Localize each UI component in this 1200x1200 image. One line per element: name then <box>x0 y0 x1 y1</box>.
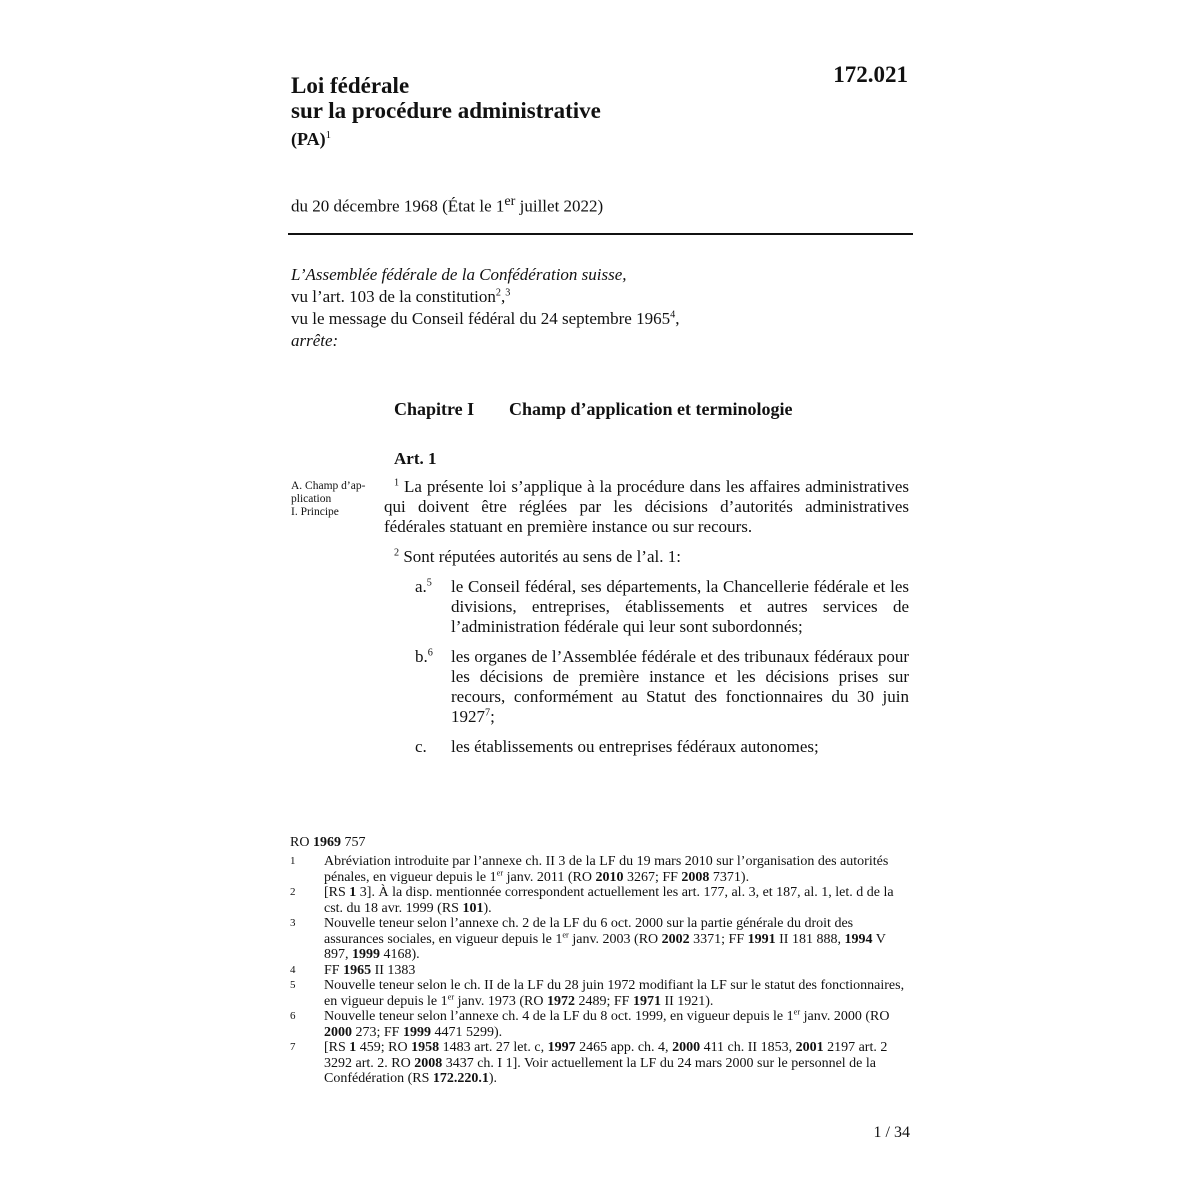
paragraph-number-1: 1 <box>394 477 400 489</box>
item-b-text: les organes de l’Assemblée fédérale et des tribunaux fédéraux pour les décisions de première instance et les décisions prises sur recours, conformément au Statut des fonctionnaires du 30 juin 1927 <box>451 647 909 726</box>
footnote-number: 1 <box>290 855 296 867</box>
footnote-text: Nouvelle teneur selon l’annexe ch. 2 de la LF du 6 oct. 2000 sur la partie générale du droit des assurances sociales, en vigueur depuis le 1er janv. 2003 (RO 2002 3371; FF 1991 II 181 888, 1994 V 897, 1999 4168). <box>324 916 886 962</box>
footnote <box>290 1040 910 1087</box>
item-letter-b: b. <box>415 647 428 666</box>
paragraph-2 <box>384 547 909 567</box>
document-number: 172.021 <box>833 62 908 87</box>
footnote-text: Nouvelle teneur selon le ch. II de la LF du 28 juin 1972 modifiant la LF sur le statut des fonctionnaires, en vigueur depuis le 1er janv. 1973 (RO 1972 2489; FF 1971 II 1921). <box>324 978 905 1009</box>
footnote-ro-reference <box>290 835 365 851</box>
item-letter-a: a. <box>415 577 427 596</box>
footnote-text: [RS 1 459; RO 1958 1483 art. 27 let. c, 1997 2465 app. ch. 4, 2000 411 ch. II 1853, 2001 2197 art. 2 3292 art. 2. RO 2008 3437 ch. I 1]. Voir actuellement la LF du 24 mars 2000 sur le personnel de la Confédération (RS 172.220.1). <box>324 1040 888 1086</box>
header-divider <box>288 233 913 235</box>
enactment-date <box>291 193 603 217</box>
date-text: du 20 décembre 1968 (État le 1 <box>291 196 505 216</box>
list-item <box>384 577 909 637</box>
item-b-end: ; <box>490 707 495 726</box>
footnote <box>290 1009 910 1040</box>
list-item <box>384 647 909 727</box>
paragraph-number-2: 2 <box>394 547 400 559</box>
page-number: 1 / 34 <box>873 1124 910 1141</box>
preamble-message-text: vu le message du Conseil fédéral du 24 septembre 1965 <box>291 309 671 328</box>
list-item <box>384 737 909 757</box>
footnote <box>290 963 910 979</box>
footnote-ref-2[interactable]: 2 <box>495 287 501 299</box>
footnote-ref-5[interactable]: 5 <box>426 577 432 589</box>
list-item-text: les établissements ou entreprises fédéraux autonomes; <box>451 737 819 756</box>
margin-line-3: I. Principe <box>291 506 339 518</box>
footnotes <box>290 854 910 1087</box>
footnote-ref-4[interactable]: 4 <box>670 309 676 321</box>
title-line-1: Loi fédérale <box>291 73 410 98</box>
footnote-text: Nouvelle teneur selon l’annexe ch. 4 de la LF du 8 oct. 1999, en vigueur depuis le 1er janv. 2000 (RO 2000 273; FF 1999 4471 5299). <box>324 1007 890 1040</box>
footnote-number: 5 <box>290 979 296 991</box>
date-text-end: juillet 2022) <box>515 196 604 216</box>
ro-year: 1969 <box>312 835 341 850</box>
preamble-message <box>291 308 851 330</box>
item-letter-c: c. <box>415 737 427 756</box>
article-body <box>384 477 909 767</box>
preamble-decrees: arrête: <box>291 331 339 350</box>
preamble-message-end: , <box>675 309 680 328</box>
article-label: Art. 1 <box>394 449 437 468</box>
footnote <box>290 978 910 1009</box>
chapter-heading <box>394 399 793 420</box>
chapter-number: Chapitre I <box>394 399 475 419</box>
law-title <box>291 73 771 151</box>
chapter-title: Champ d’application et terminologie <box>509 399 793 419</box>
footnote-ref-6[interactable]: 6 <box>427 647 433 659</box>
footnote-ref-1[interactable]: 1 <box>325 129 332 141</box>
list-item-label <box>384 647 451 727</box>
footnote-number: 7 <box>290 1041 296 1053</box>
footnote-number: 4 <box>290 963 296 976</box>
footnote <box>290 916 910 963</box>
footnote <box>290 854 910 885</box>
footnote-text: [RS 1 3]. À la disp. mentionnée correspondent actuellement les art. 177, al. 3, et 187, al. 1, let. d de la cst. du 18 avr. 1999 (RS 101). <box>324 885 894 916</box>
date-ordinal: er <box>504 193 516 209</box>
law-abbreviation <box>291 127 331 151</box>
title-line-2: sur la procédure administrative <box>291 98 601 123</box>
list-item-label <box>384 737 451 757</box>
list-item-text: le Conseil fédéral, ses départements, la Chancellerie fédérale et les divisions, entreprises, établissements et autres services de l’administration fédérale qui leur sont subordonnés; <box>451 577 909 636</box>
preamble-assembly: L’Assemblée fédérale de la Confédération suisse, <box>291 265 627 284</box>
footnote-number: 6 <box>290 1010 296 1022</box>
footnote <box>290 885 910 916</box>
footnote-ref-3[interactable]: 3 <box>505 287 511 299</box>
margin-note <box>291 480 383 519</box>
paragraph-1-text: La présente loi s’applique à la procédure dans les affaires administratives qui doivent être réglées par les décisions d’autorités administratives fédérales statuant en première instance ou sur recours. <box>384 477 909 536</box>
margin-line-2: plication <box>291 493 332 505</box>
margin-line-1: A. Champ d’ap- <box>291 480 366 492</box>
footnote-text: Abréviation introduite par l’annexe ch. II 3 de la LF du 19 mars 2010 sur l’organisation des autorités pénales, en vigueur depuis le 1er janv. 2011 (RO 2010 3267; FF 2008 7371). <box>324 854 889 885</box>
footnote-number: 2 <box>290 886 296 898</box>
list-item-label <box>384 577 451 637</box>
preamble-separator: , <box>501 287 506 306</box>
preamble-constitution-text: vu l’art. 103 de la constitution <box>291 287 496 306</box>
footnote-text: FF 1965 II 1383 <box>324 962 416 978</box>
abbreviation-text: (PA) <box>291 129 326 149</box>
list-item-text <box>451 647 909 727</box>
ro-page: 757 <box>340 835 366 850</box>
paragraph-1 <box>384 477 909 537</box>
preamble <box>291 264 851 352</box>
paragraph-2-text: Sont réputées autorités au sens de l’al. 1: <box>399 547 681 566</box>
footnote-number: 3 <box>290 917 296 929</box>
footnote-ref-7[interactable]: 7 <box>485 707 491 719</box>
preamble-constitution <box>291 286 851 308</box>
ro-prefix: RO <box>290 835 313 850</box>
